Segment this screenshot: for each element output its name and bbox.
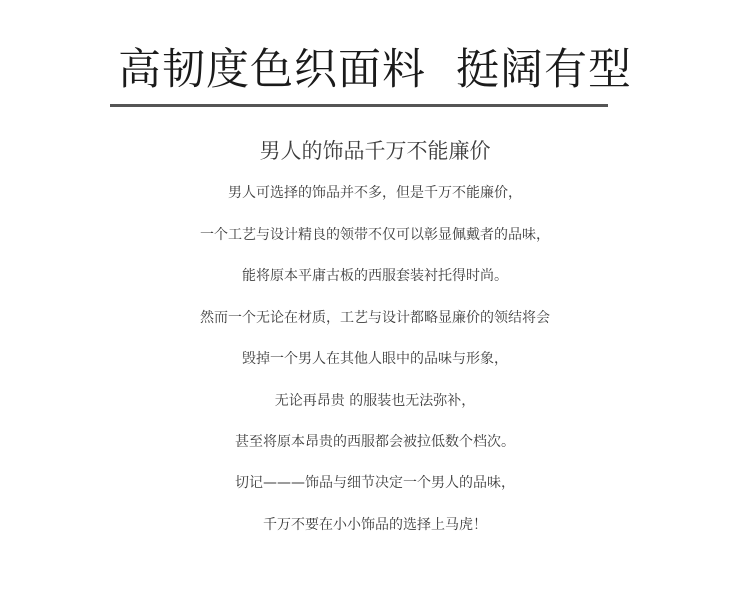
body-line: 男人可选择的饰品并不多，但是千万不能廉价， — [228, 185, 522, 201]
headline-part-2: 挺阔有型 — [456, 45, 632, 95]
headline — [0, 40, 750, 100]
body-line: 一个工艺与设计精良的领带不仅可以彰显佩戴者的品味， — [200, 227, 550, 243]
headline-part-1: 高韧度色织面料 — [118, 45, 426, 95]
body-line: 然而一个无论在材质，工艺与设计都略显廉价的领结将会 — [200, 310, 550, 326]
body-line: 甚至将原本昂贵的西服都会被拉低数个档次。 — [235, 434, 515, 450]
body-line: 切记———饰品与细节决定一个男人的品味， — [235, 475, 515, 491]
body-line: 无论再昂贵 的服装也无法弥补， — [274, 393, 476, 409]
title-divider — [110, 104, 608, 107]
body-line: 毁掉一个男人在其他人眼中的品味与形象， — [242, 351, 508, 367]
body-line: 能将原本平庸古板的西服套装衬托得时尚。 — [242, 268, 508, 284]
subtitle: 男人的饰品千万不能廉价 — [259, 139, 491, 163]
body-line: 千万不要在小小饰品的选择上马虎！ — [263, 517, 487, 533]
